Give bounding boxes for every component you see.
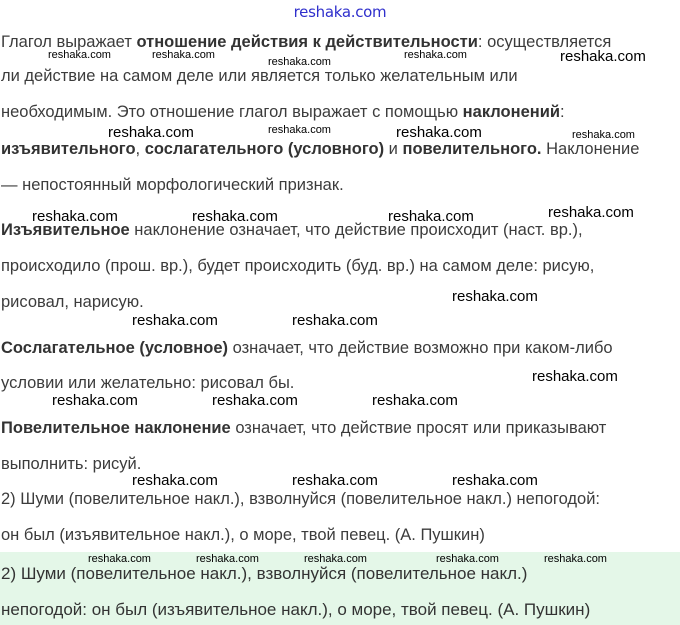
watermark: reshaka.com bbox=[132, 472, 218, 489]
watermark: reshaka.com bbox=[292, 472, 378, 489]
conditional-term: Сослагательное (условное) bbox=[1, 339, 228, 357]
watermark: reshaka.com bbox=[32, 208, 118, 225]
example-line-2: он был (изъявительное накл.), о море, твой певец. (А. Пушкин) bbox=[1, 526, 485, 544]
watermark: reshaka.com bbox=[436, 553, 499, 565]
indicative-text: наклонение означает, что действие происходит (наст. вр.), bbox=[129, 221, 583, 239]
intro-bold-term: отношение действия к действительности bbox=[136, 33, 478, 51]
watermark: reshaka.com bbox=[452, 288, 538, 305]
example-line-1: 2) Шуми (повелительное накл.), взволнуйся (повелительное накл.) непогодой: bbox=[1, 490, 600, 508]
intro-text: Глагол выражает bbox=[1, 33, 137, 51]
indicative-line-3: рисовал, нарисую. bbox=[1, 293, 144, 311]
answer-line-1: 2) Шуми (повелительное накл.), взволнуйся (повелительное накл.) bbox=[1, 564, 528, 583]
watermark: reshaka.com bbox=[292, 312, 378, 329]
intro-text: : bbox=[560, 103, 565, 121]
intro-text: , bbox=[135, 140, 145, 158]
watermark: reshaka.com bbox=[52, 392, 138, 409]
indicative-line-2: происходило (прош. вр.), будет происходить (буд. вр.) на самом деле: рисую, bbox=[1, 257, 595, 275]
watermark: reshaka.com bbox=[304, 553, 367, 565]
imperative-line-2: выполнить: рисуй. bbox=[1, 455, 142, 473]
watermark: reshaka.com bbox=[212, 392, 298, 409]
intro-bold-term: повелительного. bbox=[402, 140, 542, 158]
intro-line-2: ли действие на самом деле или является только желательным или bbox=[1, 67, 518, 85]
watermark: reshaka.com bbox=[88, 553, 151, 565]
watermark: reshaka.com bbox=[48, 49, 111, 61]
intro-text: : осуществляется bbox=[477, 33, 612, 51]
watermark: reshaka.com bbox=[132, 312, 218, 329]
watermark: reshaka.com bbox=[452, 472, 538, 489]
watermark: reshaka.com bbox=[268, 124, 331, 136]
intro-bold-term: изъявительного bbox=[1, 140, 136, 158]
watermark: reshaka.com bbox=[372, 392, 458, 409]
watermark: reshaka.com bbox=[572, 129, 635, 141]
watermark: reshaka.com bbox=[388, 208, 474, 225]
intro-text: необходимым. Это отношение глагол выражает с помощью bbox=[1, 103, 463, 121]
intro-line-4 bbox=[1, 139, 639, 159]
imperative-line-1 bbox=[1, 418, 606, 438]
intro-text: и bbox=[384, 140, 403, 158]
watermark: reshaka.com bbox=[108, 124, 194, 141]
conditional-line-2: условии или желательно: рисовал бы. bbox=[1, 374, 295, 392]
intro-text: Наклонение bbox=[541, 140, 640, 158]
watermark: reshaka.com bbox=[404, 49, 467, 61]
imperative-term: Повелительное наклонение bbox=[1, 419, 231, 437]
intro-bold-term: наклонений bbox=[462, 103, 561, 121]
watermark: reshaka.com bbox=[192, 208, 278, 225]
intro-line-3 bbox=[1, 102, 565, 122]
watermark: reshaka.com bbox=[560, 48, 646, 65]
site-link[interactable]: reshaka.com bbox=[293, 3, 387, 21]
indicative-term: Изъявительное bbox=[1, 221, 130, 239]
watermark: reshaka.com bbox=[548, 204, 634, 221]
imperative-text: означает, что действие просят или приказывают bbox=[230, 419, 607, 437]
intro-line-5: — непостоянный морфологический признак. bbox=[1, 176, 344, 194]
watermark: reshaka.com bbox=[396, 124, 482, 141]
watermark: reshaka.com bbox=[196, 553, 259, 565]
watermark: reshaka.com bbox=[152, 49, 215, 61]
intro-bold-term: сослагательного (условного) bbox=[144, 140, 385, 158]
watermark: reshaka.com bbox=[544, 553, 607, 565]
watermark: reshaka.com bbox=[268, 56, 331, 68]
answer-line-2: непогодой: он был (изъявительное накл.), о море, твой певец. (А. Пушкин) bbox=[1, 600, 591, 619]
watermark: reshaka.com bbox=[532, 368, 618, 385]
conditional-line-1 bbox=[1, 338, 613, 358]
conditional-text: означает, что действие возможно при каком-либо bbox=[228, 339, 613, 357]
